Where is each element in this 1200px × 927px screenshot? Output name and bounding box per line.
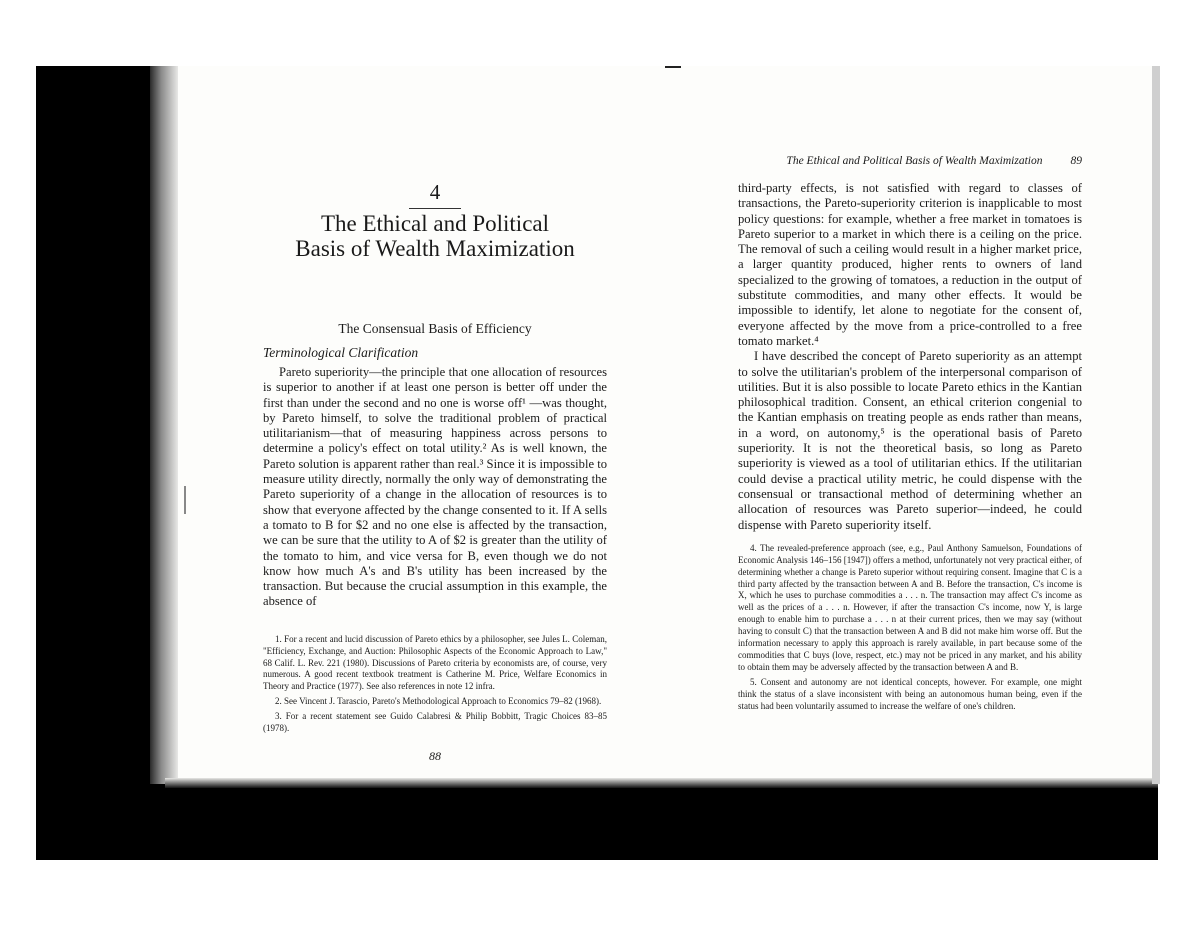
page-number: 88 (429, 749, 441, 763)
running-head-title: The Ethical and Political Basis of Wealth Maximization (786, 155, 1043, 167)
left-page (263, 180, 607, 764)
body-paragraph: third-party effects, is not satisfied with regard to classes of transactions, the Pareto-superiority criterion is inapplicable to most policy questions: for example, whether a free market in tomatoes is Pareto superior to a market in which there is a ceiling on the price. The removal of such a ceiling would result in a higher market price, a larger quantity produced, higher rents to owners of land specialized to the growing of tomatoes, a reduction in the output of substitute commodities, and many other effects. It would be impossible to identify, let alone to negotiate for the consent of, everyone affected by the move from a price-controlled to a free tomato market.⁴ (738, 181, 1082, 348)
section-title: The Consensual Basis of Efficiency (338, 321, 532, 336)
footnotes (263, 634, 607, 735)
subsection-title: Terminological Clarification (263, 345, 419, 360)
footnotes (738, 543, 1082, 713)
page-right-edge (1152, 66, 1160, 784)
body-paragraph: Pareto superiority—the principle that one allocation of resources is superior to another if at least one person is better off under the first than under the second and no one is worse off¹ —was thought, by Pareto himself, to solve the traditional problem of practical utilitarianism—that of measuring happiness across persons to determine a policy's effect on total utility.² As is well known, the Pareto solution is apparent rather than real.³ Since it is impossible to measure utility directly, normally the only way of demonstrating the Pareto superiority of a change in the allocation of resources is to show that everyone affected by the change consented to it. If A sells a tomato to B for $2 and no one else is affected by the transaction, we can be sure that the utility to A of $2 is greater than the utility of the tomato to him, and vice versa for B, even though we do not know how much A's and B's utility has been increased by the transaction. But because the crucial assumption in this example, the absence of (263, 365, 607, 609)
binding-shadow (150, 66, 178, 784)
chapter-title-line2: Basis of Wealth Maximization (295, 236, 575, 261)
chapter-title-line1: The Ethical and Political (320, 211, 549, 236)
chapter-rule (409, 208, 461, 209)
body-paragraph: I have described the concept of Pareto superiority as an attempt to solve the utilitarian's problem of the interpersonal comparison of utilities. But it is also possible to locate Pareto ethics in the Kantian philosophical tradition. Consent, an ethical criterion congenial to the Kantian emphasis on treating people as ends rather than means, in a word, on autonomy,⁵ is the operational basis of Pareto superiority. It is not the theoretical basis, so long as Pareto superiority is viewed as a tool of utilitarian ethics. If the utilitarian could devise a practical utility metric, he could dispense with the consensual or transactional method of determining whether an allocation of resources was Pareto superior—indeed, he could dispense with Pareto superiority itself. (738, 349, 1082, 532)
chapter-number: 4 (429, 180, 441, 204)
gutter-mark (665, 66, 681, 68)
footnote-3: 3. For a recent statement see Guido Calabresi & Philip Bobbitt, Tragic Choices 83–85 (1978). (263, 711, 607, 734)
running-head (738, 155, 1082, 167)
page-bottom-edge (165, 778, 1158, 788)
footnote-2: 2. See Vincent J. Tarascio, Pareto's Methodological Approach to Economics 79–82 (1968). (275, 696, 602, 707)
right-page (738, 155, 1082, 713)
page-number: 89 (1070, 155, 1082, 167)
footnote-5: 5. Consent and autonomy are not identical concepts, however. For example, one might think the status of a slave inconsistent with being an autonomous human being, even if the status had been voluntarily assumed to increase the welfare of one's children. (738, 676, 1082, 711)
footnote-1: 1. For a recent and lucid discussion of Pareto ethics by a philosopher, see Jules L. Coleman, "Efficiency, Exchange, and Auction: Philosophic Aspects of the Economic Approach to Law," 68 Calif. L. Rev. 221 (1980). Discussions of Pareto criteria by economists are, of course, very numerous. A good recent textbook treatment is Catherine M. Price, Welfare Economics in Theory and Practice (1977). See also references in note 12 infra. (263, 633, 607, 692)
gutter-mark (184, 486, 186, 514)
footnote-4: 4. The revealed-preference approach (see, e.g., Paul Anthony Samuelson, Foundations of Economic Analysis 146–156 [1947]) offers a method, unfortunately not very practical either, of determining whether a change is Pareto superior without requiring consent. Imagine that C is a third party affected by the transaction between A and B. Before the transaction, C's income is X, which he uses to purchase commodities a . . . n. The transaction may affect C's income as well as the prices of a . . . n. However, if after the transaction C's income, now Y, is large enough to enable him to purchase a . . . n at their current prices, then we may say (without having to consult C) that the transaction between A and B did not make him worse off. But the information necessary to apply this approach is rarely available, in part because some of the commodities that C buys (love, respect, etc.) may not be priced in any market, and his ability to obtain them may be adversely affected by the transaction between A and B. (738, 542, 1082, 672)
